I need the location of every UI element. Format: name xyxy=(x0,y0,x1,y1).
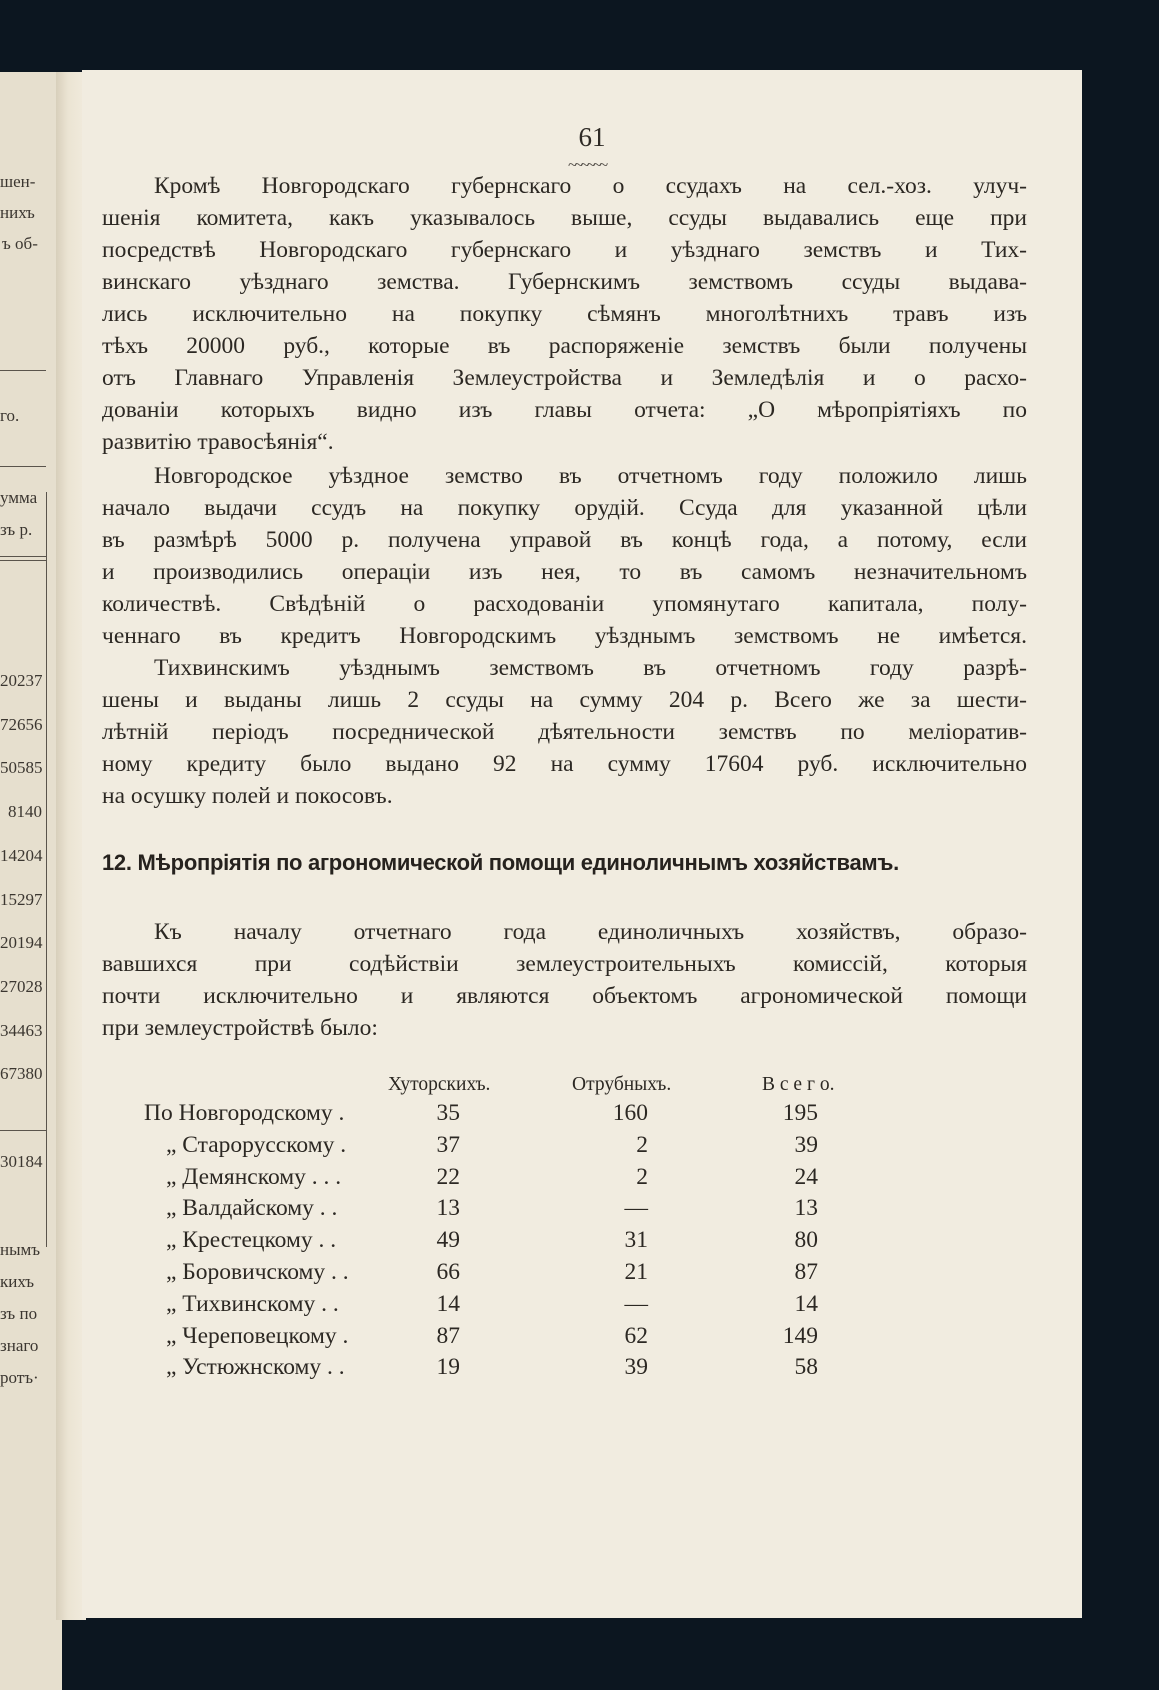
text-line: ченнаго въ кредитъ Новгородскимъ уѣзднымъ земствомъ не имѣется. xyxy=(102,623,1027,649)
table-cell-a: 35 xyxy=(436,1100,460,1126)
left-rule xyxy=(0,370,46,371)
table-row-label: „ Крестецкому . . xyxy=(166,1227,337,1254)
left-value: 20237 xyxy=(0,671,43,690)
text-line: развитію травосѣянія“. xyxy=(102,429,334,455)
table-cell-a: 22 xyxy=(436,1163,460,1190)
table-cell-b: — xyxy=(624,1290,648,1317)
left-fragment: знаго xyxy=(0,1336,39,1355)
left-rule xyxy=(0,466,46,467)
table-cell-c: 195 xyxy=(782,1100,818,1126)
table-row-label: „ Тихвинскому . . xyxy=(166,1290,339,1317)
left-fragment: умма xyxy=(0,488,38,507)
table-cell-c: 149 xyxy=(782,1322,818,1349)
left-rule xyxy=(0,1130,46,1131)
table-header: В с е г о. xyxy=(762,1074,835,1095)
table-cell-c: 24 xyxy=(794,1163,818,1190)
left-value: 15297 xyxy=(0,890,43,909)
left-value: 34463 xyxy=(0,1021,43,1040)
left-fragment: кихъ xyxy=(0,1272,34,1291)
text-line: начало выдачи ссудъ на покупку орудій. Ссуда для указанной цѣли xyxy=(102,495,1027,521)
text-line: шены и выданы лишь 2 ссуды на сумму 204 р. Всего же за шести- xyxy=(102,687,1027,713)
table-cell-a: 87 xyxy=(436,1322,460,1349)
text-line: Кромѣ Новгородскаго губернскаго о ссудахъ на сел.-хоз. улуч- xyxy=(154,173,1027,199)
table-cell-b: 2 xyxy=(636,1131,648,1158)
table-cell-a: 13 xyxy=(436,1195,460,1222)
table-cell-a: 14 xyxy=(436,1290,460,1317)
table-cell-c: 87 xyxy=(794,1259,818,1285)
text-line: шенія комитета, какъ указывалось выше, ссуды выдавались еще при xyxy=(102,205,1027,231)
left-value: 50585 xyxy=(0,758,43,777)
page xyxy=(82,70,1082,1618)
table-cell-b: 2 xyxy=(636,1163,648,1190)
text-line: почти исключительно и являются объектомъ агрономической помощи xyxy=(102,983,1027,1009)
text-line: дованіи которыхъ видно изъ главы отчета: „О мѣропріятіяхъ по xyxy=(102,397,1027,423)
table-cell-b: — xyxy=(624,1195,648,1222)
table-cell-b: 21 xyxy=(624,1259,648,1285)
left-value: 67380 xyxy=(0,1064,43,1083)
table-header: Хуторскихъ. xyxy=(388,1074,491,1095)
page-number-ornament: ~~~~~~ xyxy=(568,155,606,174)
left-rule xyxy=(0,556,46,557)
text-line: Тихвинскимъ уѣзднымъ земствомъ въ отчетномъ году разрѣ- xyxy=(154,655,1027,681)
text-line: вавшихся при содѣйствіи землеустроительныхъ комиссій, которыя xyxy=(102,951,1027,977)
table-cell-b: 160 xyxy=(612,1100,648,1126)
table-row-label: По Новгородскому . xyxy=(144,1100,345,1126)
table-cell-c: 39 xyxy=(794,1131,818,1158)
left-fragment: нымъ xyxy=(0,1240,41,1259)
table-row-label: „ Валдайскому . . xyxy=(166,1195,338,1222)
text-line: отъ Главнаго Управленія Землеустройства и Земледѣлія и о расхо- xyxy=(102,365,1027,391)
table-cell-c: 14 xyxy=(794,1290,818,1317)
left-fragment: зъ р. xyxy=(0,520,33,539)
section-heading: 12. Мѣропріятія по агрономической помощи единоличнымъ хозяйствамъ. xyxy=(102,850,899,875)
table-cell-c: 13 xyxy=(794,1195,818,1222)
text-line: посредствѣ Новгородскаго губернскаго и уѣзднаго земствъ и Тих- xyxy=(102,237,1027,263)
page-number: 61 xyxy=(578,122,606,152)
left-fragment: нихъ xyxy=(0,203,35,222)
table-cell-c: 58 xyxy=(794,1354,818,1381)
text-line: въ размѣрѣ 5000 р. получена управой въ концѣ года, а потому, если xyxy=(102,527,1027,553)
left-value: 72656 xyxy=(0,715,43,734)
left-value: 8140 xyxy=(8,802,42,821)
text-line: лѣтній періодъ посреднической дѣятельности земствъ по меліоратив- xyxy=(102,719,1027,745)
text-line: тѣхъ 20000 руб., которые въ распоряженіе земствъ были получены xyxy=(102,333,1027,359)
table-cell-c: 80 xyxy=(794,1227,818,1254)
table-row-label: „ Боровичскому . . xyxy=(166,1259,349,1285)
left-fragment: зъ по xyxy=(0,1304,38,1323)
table-cell-a: 66 xyxy=(436,1259,460,1285)
text-line: Новгородское уѣздное земство въ отчетномъ году положило лишь xyxy=(154,463,1027,489)
table-row-label: „ Череповецкому . xyxy=(166,1322,349,1349)
left-fragment: шен- xyxy=(0,172,36,191)
table-cell-b: 39 xyxy=(624,1354,648,1381)
table-cell-a: 37 xyxy=(436,1131,460,1158)
table-cell-a: 49 xyxy=(436,1227,460,1254)
left-column-line xyxy=(46,492,47,1247)
table-header: Отрубныхъ. xyxy=(572,1074,672,1095)
left-page-fragment xyxy=(0,72,62,1690)
left-value: 14204 xyxy=(0,846,43,865)
left-fragment: го. xyxy=(0,406,20,425)
text-line: на осушку полей и покосовъ. xyxy=(102,783,393,809)
left-rule xyxy=(0,560,46,561)
left-fragment: ротъ· xyxy=(0,1368,39,1387)
text-line: винскаго уѣзднаго земства. Губернскимъ земствомъ ссуды выдава- xyxy=(102,269,1027,295)
left-fragment: ъ об- xyxy=(2,234,38,253)
left-value: 27028 xyxy=(0,977,43,996)
table-row-label: „ Старорусскому . xyxy=(166,1131,347,1158)
table-cell-b: 62 xyxy=(624,1322,648,1349)
text-line: количествѣ. Свѣдѣній о расходованіи упомянутаго капитала, полу- xyxy=(102,591,1027,617)
table-row-label: „ Устюжнскому . . xyxy=(166,1354,345,1381)
table-cell-b: 31 xyxy=(624,1227,648,1254)
left-value: 30184 xyxy=(0,1152,43,1171)
table-cell-a: 19 xyxy=(436,1354,460,1381)
text-line: при землеустройствѣ было: xyxy=(102,1015,378,1041)
text-line: и производились операціи изъ нея, то въ самомъ незначительномъ xyxy=(102,559,1027,585)
left-value: 20194 xyxy=(0,933,43,952)
text-line: Къ началу отчетнаго года единоличныхъ хозяйствъ, образо- xyxy=(154,919,1027,945)
text-line: ному кредиту было выдано 92 на сумму 17604 руб. исключительно xyxy=(102,751,1027,777)
text-line: лись исключительно на покупку сѣмянъ многолѣтнихъ травъ изъ xyxy=(102,301,1027,327)
table-row-label: „ Демянскому . . . xyxy=(166,1163,342,1190)
